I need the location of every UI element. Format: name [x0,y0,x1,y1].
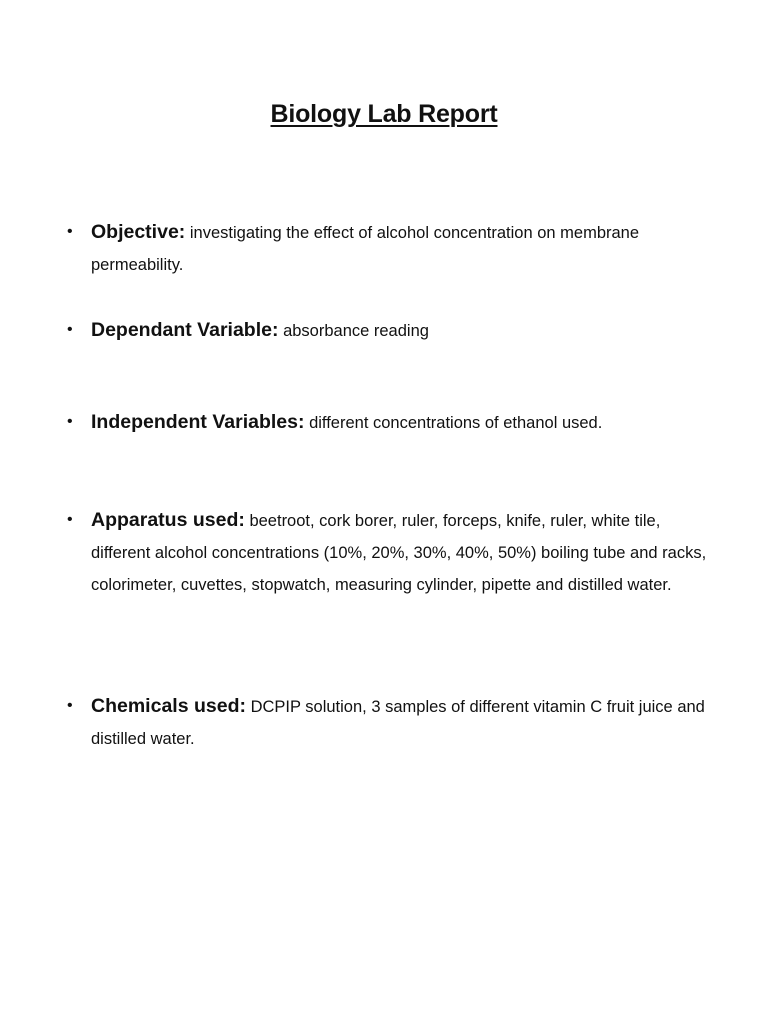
item-label-objective: Objective: [91,221,186,243]
list-item-dependant-variable [67,314,721,347]
list-item-apparatus-used [67,504,721,601]
item-text-independent-variables: different concentrations of ethanol used. [309,414,603,432]
page-title: Biology Lab Report [270,100,498,128]
item-label-apparatus-used: Apparatus used: [91,509,245,531]
item-text-chemicals-used: DCPIP solution, 3 samples of different vitamin C fruit juice and distilled water. [91,698,705,748]
item-text-objective: investigating the effect of alcohol concentration on membrane permeability. [91,224,640,274]
list-item-independent-variables [67,406,721,439]
bullet-icon: • [67,413,73,430]
list-item-chemicals-used [67,690,721,755]
item-label-dependant-variable: Dependant Variable: [91,319,279,341]
bullet-icon: • [67,697,73,714]
list-item-objective [67,216,721,281]
bullet-icon: • [67,223,73,240]
item-text-apparatus-used: beetroot, cork borer, ruler, forceps, knife, ruler, white tile, different alcohol concentrations (10%, 20%, 30%, 40%, 50%) boiling tube and racks, colorimeter, cuvettes, stopwatch, measuring cylinder, pipette and distilled water. [91,512,707,594]
bullet-icon: • [67,321,73,338]
item-label-independent-variables: Independent Variables: [91,411,305,433]
item-label-chemicals-used: Chemicals used: [91,695,246,717]
bullet-icon: • [67,511,73,528]
item-text-dependant-variable: absorbance reading [283,322,429,340]
